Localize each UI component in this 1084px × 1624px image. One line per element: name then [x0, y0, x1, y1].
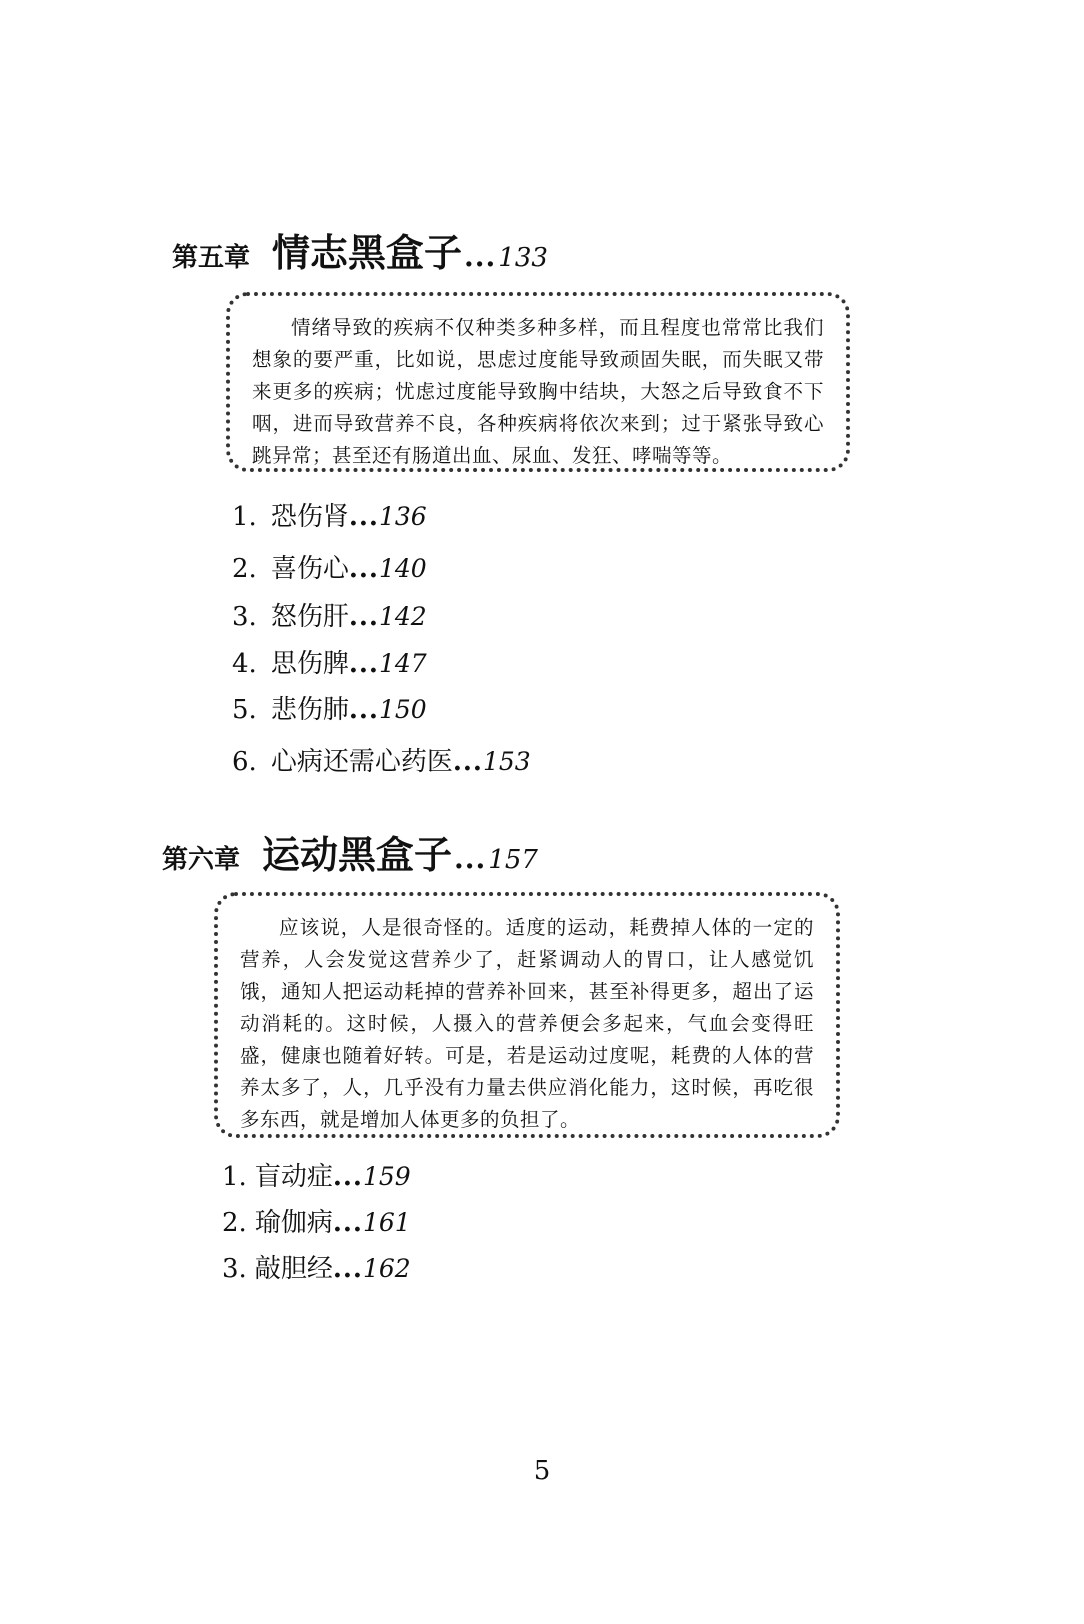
chapter-6-summary-box: [214, 892, 840, 1138]
toc-item[interactable]: [232, 689, 531, 741]
toc-item[interactable]: [222, 1248, 411, 1294]
toc-item-page: 159: [362, 1162, 411, 1191]
chapter-6-label: 第六章: [162, 845, 241, 875]
chapter-6-section-list: [222, 1156, 411, 1294]
toc-item-leader-dots: ...: [348, 602, 379, 632]
toc-item-title: 怒伤肝: [270, 602, 349, 632]
chapter-6-heading: [162, 824, 538, 879]
toc-item-leader-dots: ...: [348, 502, 379, 532]
toc-item[interactable]: [232, 548, 531, 596]
chapter-5-section-list: [232, 496, 531, 789]
toc-item-leader-dots: ...: [348, 695, 379, 725]
toc-item-title: 喜伤心: [270, 554, 349, 584]
toc-item-leader-dots: ...: [348, 649, 379, 679]
toc-item-page: 147: [378, 649, 427, 678]
chapter-6-leader-dots: ...: [454, 842, 487, 875]
chapter-5-page: 133: [498, 243, 548, 273]
toc-item-leader-dots: ...: [348, 554, 379, 584]
toc-item-number: 3.: [222, 1254, 247, 1284]
toc-item[interactable]: [232, 741, 531, 789]
toc-item[interactable]: [222, 1156, 411, 1202]
toc-item-number: 2.: [232, 554, 257, 584]
chapter-6-page: 157: [488, 845, 538, 875]
toc-item-number: 1.: [222, 1162, 247, 1192]
chapter-6-summary: 应该说，人是很奇怪的。适度的运动，耗费掉人体的一定的营养，人会发觉这营养少了，赶紧调动人的胃口，让人感觉饥饿，通知人把运动耗掉的营养补回来，甚至补得更多，超出了运动消耗的。这时候，人摄入的营养便会多起来，气血会变得旺盛，健康也随着好转。可是，若是运动过度呢，耗费的人体的营养太多了，人，几乎没有力量去供应消化能力，这时候，再吃很多东西，就是增加人体更多的负担了。: [240, 916, 814, 1131]
toc-item-title: 悲伤肺: [270, 695, 349, 725]
toc-item-page: 162: [362, 1254, 411, 1283]
chapter-6-title: 运动黑盒子: [262, 832, 453, 877]
chapter-5-leader-dots: ...: [464, 240, 497, 273]
toc-item-leader-dots: ...: [452, 747, 483, 777]
toc-item-number: 1.: [232, 502, 257, 532]
toc-item-page: 150: [378, 695, 427, 724]
toc-item[interactable]: [222, 1202, 411, 1248]
toc-item[interactable]: [232, 596, 531, 643]
toc-item[interactable]: [232, 643, 531, 689]
toc-item-leader-dots: ...: [332, 1254, 363, 1284]
toc-item-page: 136: [378, 502, 427, 531]
toc-item-title: 瑜伽病: [254, 1208, 333, 1238]
toc-item-title: 心病还需心药医: [270, 747, 453, 777]
chapter-5-label: 第五章: [172, 243, 251, 273]
toc-item-number: 6.: [232, 747, 257, 777]
toc-item-leader-dots: ...: [332, 1208, 363, 1238]
toc-item-page: 161: [362, 1208, 411, 1237]
toc-item-number: 2.: [222, 1208, 247, 1238]
toc-item-title: 盲动症: [254, 1162, 333, 1192]
toc-item-title: 思伤脾: [270, 649, 349, 679]
chapter-5-title: 情志黑盒子: [272, 230, 463, 275]
toc-item-title: 恐伤肾: [270, 502, 349, 532]
page-number: 5: [533, 1456, 551, 1486]
toc-item-number: 5.: [232, 695, 257, 725]
chapter-5-summary: 情绪导致的疾病不仅种类多种多样，而且程度也常常比我们想象的要严重，比如说，思虑过度能导致顽固失眠，而失眠又带来更多的疾病；忧虑过度能导致胸中结块，大怒之后导致食不下咽，进而导致营养不良，各种疾病将依次来到；过于紧张导致心跳异常；甚至还有肠道出血、尿血、发狂、哮喘等等。: [252, 316, 824, 467]
chapter-5-summary-box: [226, 292, 850, 472]
toc-item-number: 3.: [232, 602, 257, 632]
toc-item-page: 142: [378, 602, 427, 631]
chapter-5-heading: [172, 222, 548, 277]
toc-item-page: 140: [378, 554, 427, 583]
toc-item-number: 4.: [232, 649, 257, 679]
toc-item-leader-dots: ...: [332, 1162, 363, 1192]
toc-item[interactable]: [232, 496, 531, 548]
toc-item-title: 敲胆经: [254, 1254, 333, 1284]
toc-item-page: 153: [482, 747, 531, 776]
